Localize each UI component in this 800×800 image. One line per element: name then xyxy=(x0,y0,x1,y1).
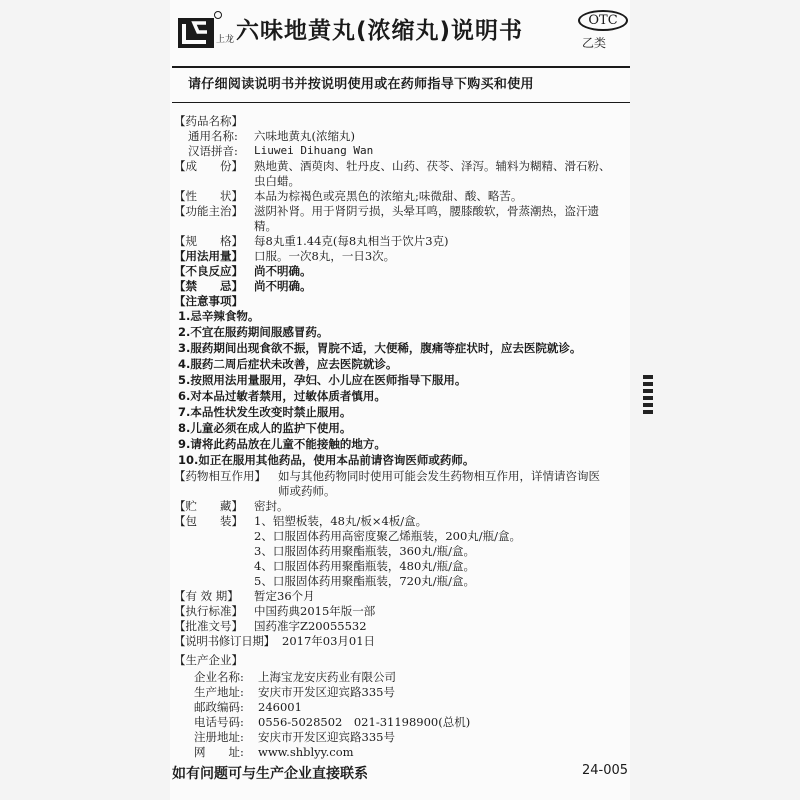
approval-label: 【批准文号】 xyxy=(174,619,243,633)
properties-label: 【性 状】 xyxy=(174,189,243,203)
adverse-label: 【不良反应】 xyxy=(174,264,243,278)
pinyin-value: Liuwei Dihuang Wan xyxy=(254,144,374,157)
header-rule xyxy=(172,66,630,68)
edge-tab-marker xyxy=(643,375,653,417)
contraindications-label: 【禁 忌】 xyxy=(174,279,243,293)
standard-label: 【执行标准】 xyxy=(174,604,243,618)
precautions-section: 【注意事项】 xyxy=(174,294,243,308)
specification-label: 【规 格】 xyxy=(174,234,243,248)
website-link[interactable]: www.shblyy.com xyxy=(258,745,354,759)
packaging-item: 5、口服固体药用聚酯瓶装，720丸/瓶/盒。 xyxy=(254,574,476,588)
interactions-value-line2: 师或药师。 xyxy=(278,484,336,498)
indications-label: 【功能主治】 xyxy=(174,204,243,218)
contact-note: 如有问题可与生产企业直接联系 xyxy=(172,766,368,782)
adverse-value: 尚不明确。 xyxy=(254,264,312,278)
packaging-item: 4、口服固体药用聚酯瓶装，480丸/瓶/盒。 xyxy=(254,559,476,573)
interactions-value-line1: 如与其他药物同时使用可能会发生药物相互作用，详情请咨询医 xyxy=(278,469,600,483)
precaution-item: 8.儿童必须在成人的监护下使用。 xyxy=(178,421,352,435)
precaution-item: 9.请将此药品放在儿童不能接触的地方。 xyxy=(178,437,386,451)
storage-label: 【贮 藏】 xyxy=(174,499,243,513)
precaution-item: 6.对本品过敏者禁用，过敏体质者慎用。 xyxy=(178,389,386,403)
dosage-label: 【用法用量】 xyxy=(174,249,243,263)
composition-value-line2: 虫白蜡。 xyxy=(254,174,300,188)
production-address-label: 生产地址: xyxy=(194,685,244,699)
packaging-item: 3、口服固体药用聚酯瓶装，360丸/瓶/盒。 xyxy=(254,544,476,558)
website-label: 网 址: xyxy=(194,745,244,759)
precaution-item: 5.按照用法用量服用，孕妇、小儿应在医师指导下服用。 xyxy=(178,373,467,387)
document-title: 六味地黄丸(浓缩丸)说明书 xyxy=(236,18,524,44)
company-name-value: 上海宝龙安庆药业有限公司 xyxy=(258,670,396,684)
document-code: 24-005 xyxy=(582,763,629,778)
production-address-value: 安庆市开发区迎宾路335号 xyxy=(258,685,395,699)
indications-value-line1: 滋阴补肾。用于肾阴亏损，头晕耳鸣，腰膝酸软，骨蒸潮热，盗汗遗 xyxy=(254,204,599,218)
precaution-item: 1.忌辛辣食物。 xyxy=(178,309,260,323)
registered-address-label: 注册地址: xyxy=(194,730,244,744)
composition-value-line1: 熟地黄、酒萸肉、牡丹皮、山药、茯苓、泽泻。辅料为糊精、滑石粉、 xyxy=(254,159,611,173)
phone-value: 0556-5028502 021-31198900(总机) xyxy=(258,715,471,729)
svg-text:上龙: 上龙 xyxy=(216,35,235,45)
validity-value: 暂定36个月 xyxy=(254,589,315,603)
otc-class: 乙类 xyxy=(582,36,607,50)
manufacturer-section: 【生产企业】 xyxy=(174,653,243,667)
revision-label: 【说明书修订日期】 xyxy=(174,634,275,648)
validity-label: 【有 效 期】 xyxy=(174,589,239,603)
standard-value: 中国药典2015年版一部 xyxy=(254,604,376,618)
indications-value-line2: 精。 xyxy=(254,219,277,233)
precaution-item: 3.服药期间出现食欲不振，胃脘不适，大便稀，腹痛等症状时，应去医院就诊。 xyxy=(178,341,582,355)
precaution-item: 10.如正在服用其他药品，使用本品前请咨询医师或药师。 xyxy=(178,453,475,467)
registered-address-value: 安庆市开发区迎宾路335号 xyxy=(258,730,395,744)
approval-value: 国药准字Z20055532 xyxy=(254,619,367,633)
packaging-item: 1、铝塑板装，48丸/板×4板/盒。 xyxy=(254,514,428,528)
instruction-rule xyxy=(172,102,630,103)
drug-name-section: 【药品名称】 xyxy=(174,114,243,128)
precaution-item: 7.本品性状发生改变时禁止服用。 xyxy=(178,405,352,419)
storage-value: 密封。 xyxy=(254,499,289,513)
properties-value: 本品为棕褐色或亮黑色的浓缩丸;味微甜、酸、略苦。 xyxy=(254,189,523,203)
specification-value: 每8丸重1.44克(每8丸相当于饮片3克) xyxy=(254,234,449,248)
dosage-value: 口服。一次8丸，一日3次。 xyxy=(254,249,396,263)
precaution-item: 2.不宜在服药期间服感冒药。 xyxy=(178,325,329,339)
generic-name-label: 通用名称: xyxy=(188,129,238,143)
packaging-label: 【包 装】 xyxy=(174,514,243,528)
otc-badge: OTC xyxy=(578,10,628,31)
contraindications-value: 尚不明确。 xyxy=(254,279,312,293)
generic-name-value: 六味地黄丸(浓缩丸) xyxy=(254,129,355,143)
revision-value: 2017年03月01日 xyxy=(282,634,376,648)
postcode-label: 邮政编码: xyxy=(194,700,244,714)
company-name-label: 企业名称: xyxy=(194,670,244,684)
composition-label: 【成 份】 xyxy=(174,159,243,173)
postcode-value: 246001 xyxy=(258,700,302,714)
packaging-item: 2、口服固体药用高密度聚乙烯瓶装，200丸/瓶/盒。 xyxy=(254,529,522,543)
precaution-item: 4.服药二周后症状未改善，应去医院就诊。 xyxy=(178,357,398,371)
interactions-label: 【药物相互作用】 xyxy=(174,469,266,483)
phone-label: 电话号码: xyxy=(194,715,244,729)
company-logo xyxy=(176,10,235,52)
usage-instruction: 请仔细阅读说明书并按说明使用或在药师指导下购买和使用 xyxy=(188,77,534,92)
pinyin-label: 汉语拼音: xyxy=(188,144,238,158)
